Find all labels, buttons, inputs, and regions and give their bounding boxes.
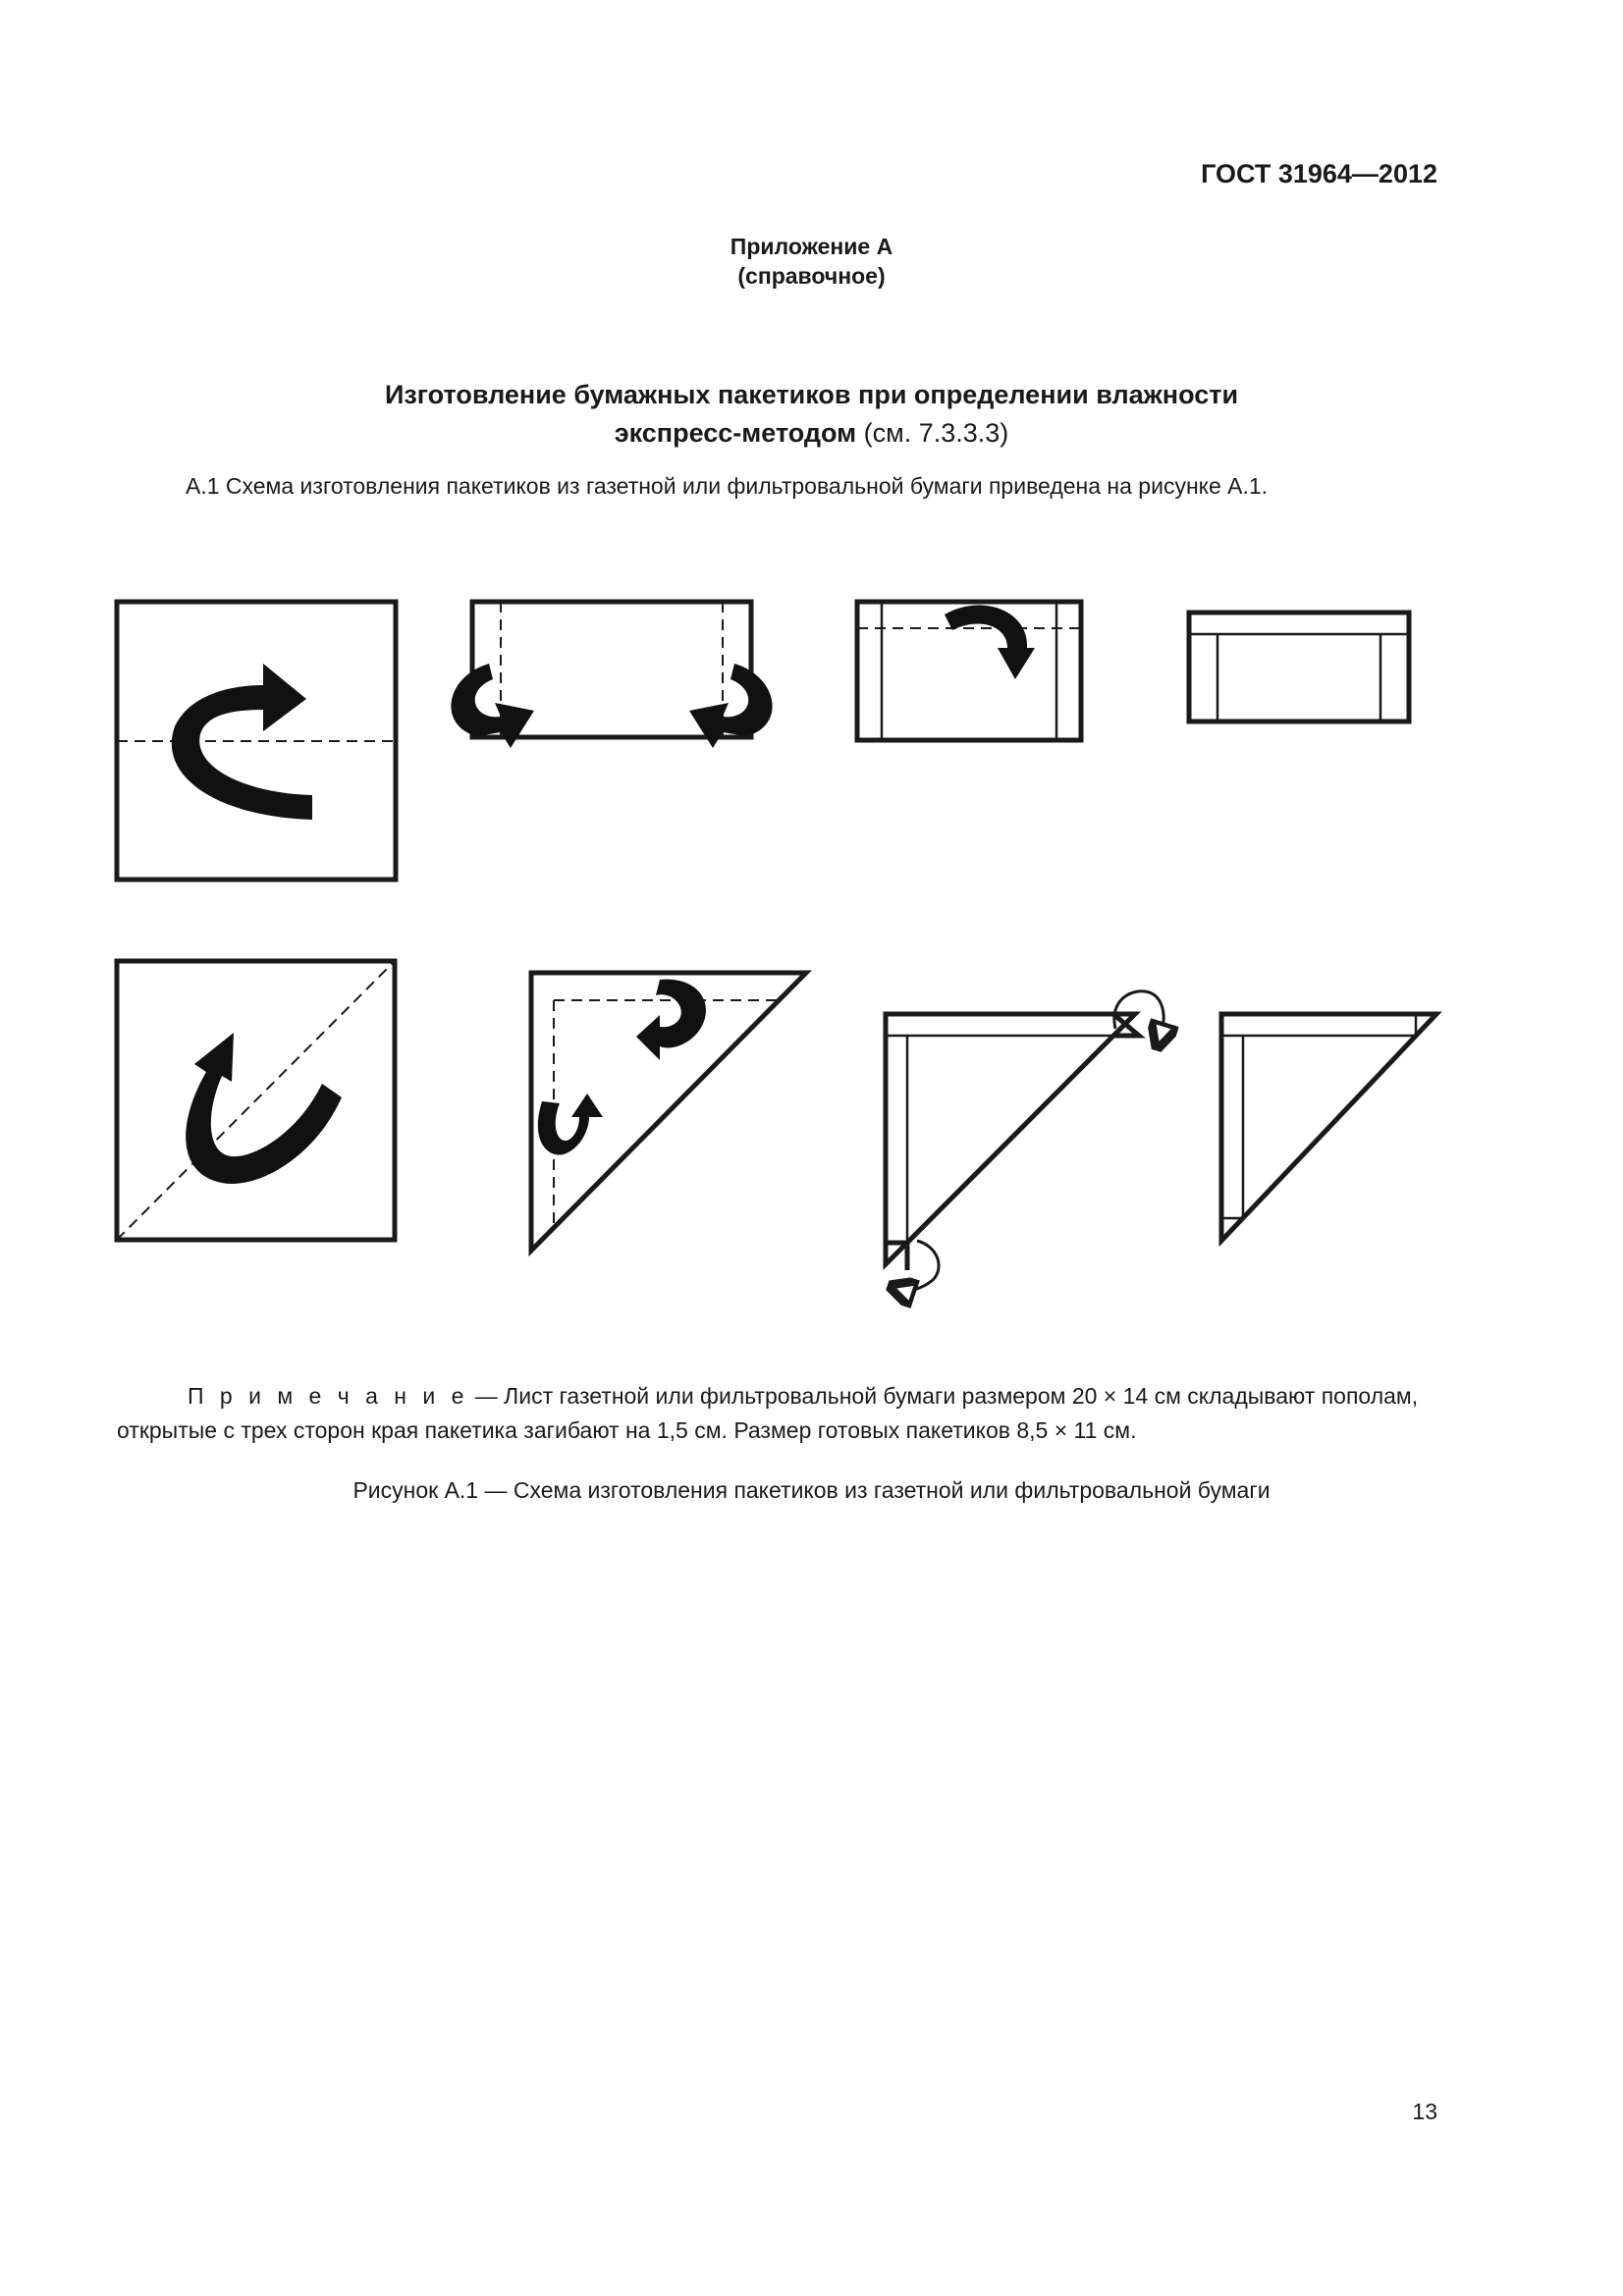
note-label: П р и м е ч а н и е <box>188 1383 469 1409</box>
step-4-folded-packet <box>1189 613 1409 721</box>
paragraph-a1: А.1 Схема изготовления пакетиков из газетной или фильтровальной бумаги приведена на рисунке А.1. <box>186 473 1269 499</box>
note-text-2: открытые с трех сторон края пакетика загибают на 1,5 см. Размер готовых пакетиков 8,5 × 11 см. <box>117 1417 1137 1443</box>
section-title-line2 <box>0 414 1623 453</box>
page-number: 13 <box>1412 2099 1437 2124</box>
fold-arrow-up-icon <box>538 1094 603 1155</box>
annex-subtitle: (справочное) <box>737 263 886 289</box>
step-7-folded-triangle <box>886 991 1163 1291</box>
step-1-square-half-fold <box>117 602 396 880</box>
standard-number: ГОСТ 31964—2012 <box>1201 159 1437 188</box>
step-5-square-diagonal-fold <box>117 961 395 1240</box>
figure-caption: Рисунок А.1 — Схема изготовления пакетиков из газетной или фильтровальной бумаги <box>352 1477 1271 1503</box>
diagonal-fold-arrow-icon <box>186 1033 342 1184</box>
folding-diagram <box>0 550 1623 1325</box>
note-text-1: — Лист газетной или фильтровальной бумаги размером 20 × 14 см складывают пополам, <box>468 1383 1419 1409</box>
section-title <box>0 376 1623 453</box>
step-8-finished-packet <box>1221 1014 1436 1241</box>
step-6-triangle-folds <box>531 973 806 1251</box>
section-reference: (см. 7.3.3.3) <box>856 418 1009 448</box>
note-line-1 <box>117 1379 1443 1414</box>
annex-heading <box>0 232 1623 291</box>
annex-title: Приложение А <box>730 234 893 259</box>
section-title-line1: Изготовление бумажных пакетиков при определении влажности <box>384 380 1239 409</box>
step-3-top-fold <box>857 602 1081 740</box>
section-title-bold: экспресс-методом <box>614 418 857 448</box>
fold-arrow-corner-icon <box>636 980 706 1060</box>
step-2-side-folds <box>451 602 772 748</box>
fold-arrow-down-icon <box>945 605 1035 679</box>
figure-note <box>117 1379 1443 1448</box>
